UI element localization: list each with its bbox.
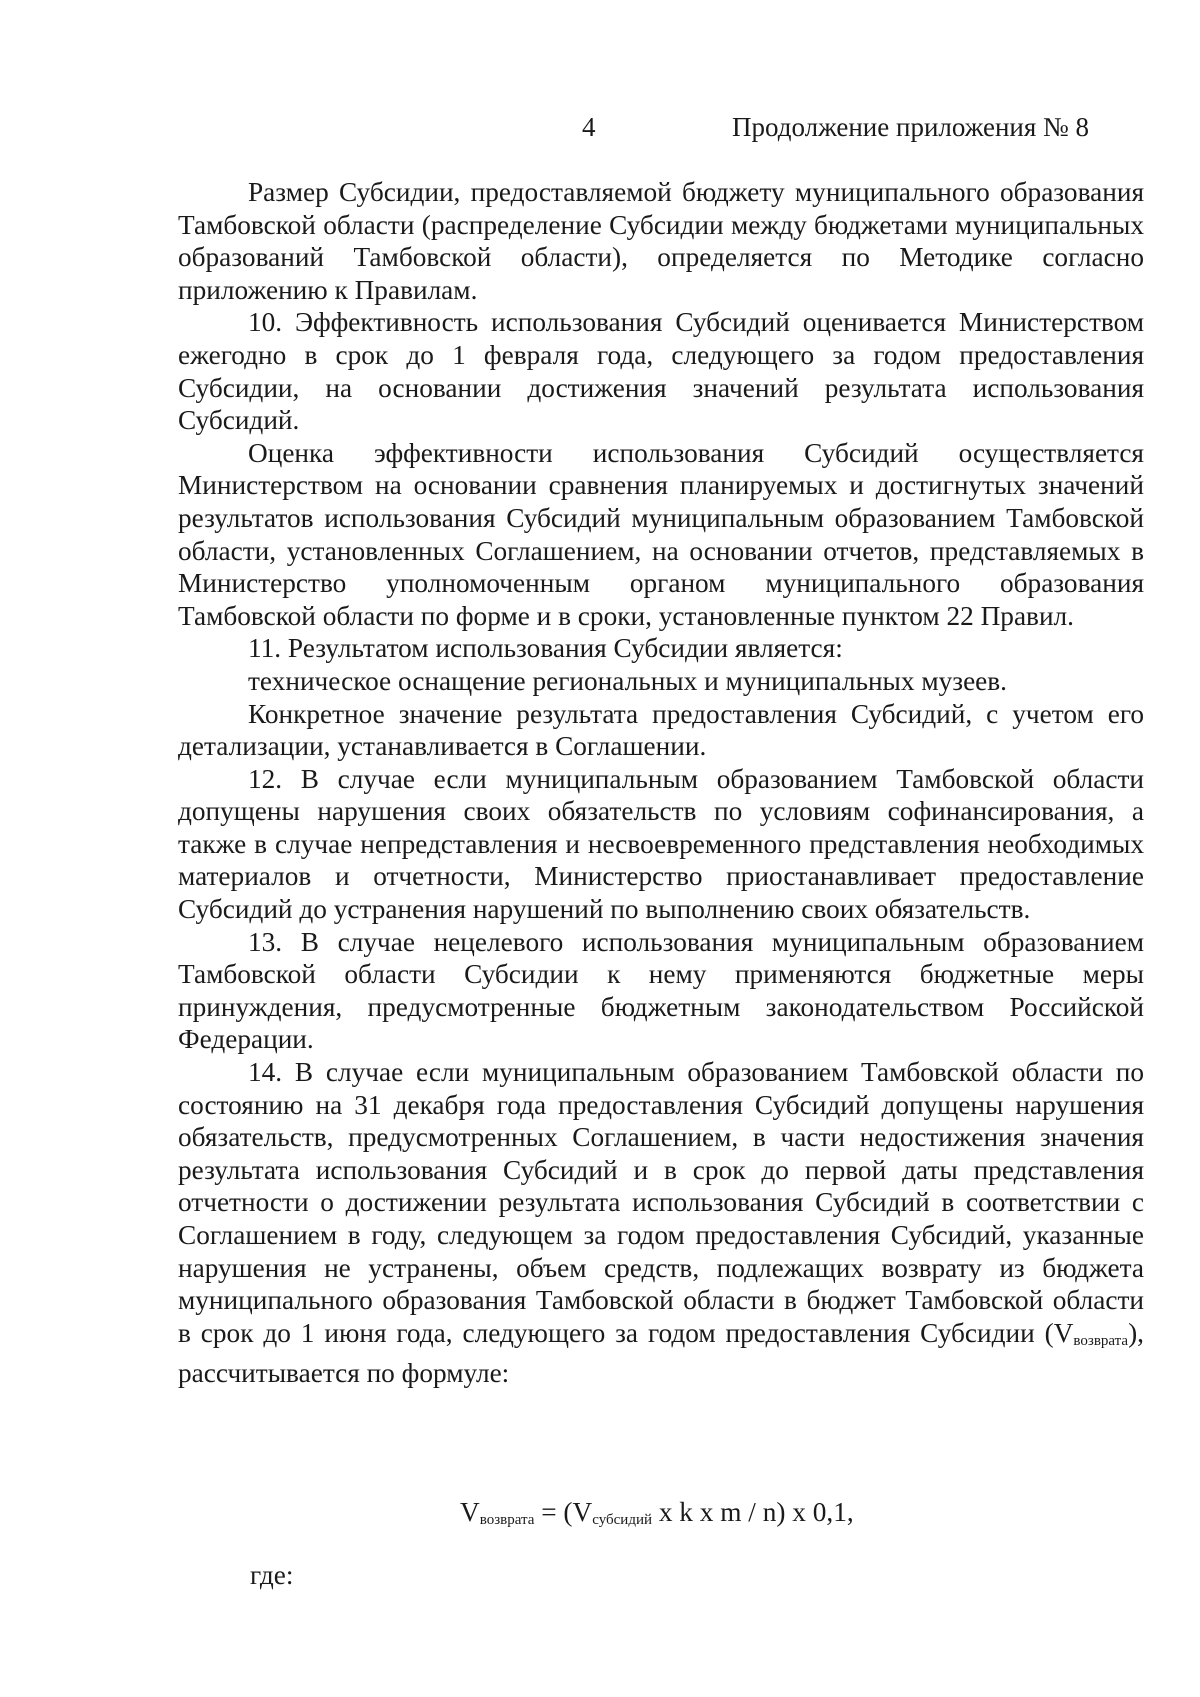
formula-rhs-subscript: субсидий — [592, 1512, 652, 1528]
document-body — [178, 176, 1144, 1390]
formula-lhs-subscript: возврата — [479, 1512, 535, 1528]
paragraph-13-misuse: 13. В случае нецелевого использования муниципальным образованием Тамбовской области Субсидии к нему применяются бюджетные меры принуждения, предусмотренные бюджетным законодательством Российской Федерации. — [178, 926, 1144, 1055]
where-label: где: — [250, 1560, 294, 1590]
paragraph-14-subscript: возврата — [1073, 1332, 1129, 1349]
paragraph-10-effectiveness: 10. Эффективность использования Субсидий оценивается Министерством ежегодно в срок до 1 февраля года, следующего за годом предоставления Субсидии, на основании достижения значений результата использования Субсидий. — [178, 307, 1144, 436]
paragraph-effectiveness-assessment: Оценка эффективности использования Субсидий осуществляется Министерством на основании сравнения планируемых и достигнутых значений результатов использования Субсидий муниципальным образованием Тамбовской области, установленных Соглашением, на основании отчетов, представляемых в Министерство уполномоченным органом муниципального образования Тамбовской области по форме и в сроки, установленные пунктом 22 Правил. — [178, 437, 1144, 631]
paragraph-12-violations: 12. В случае если муниципальным образованием Тамбовской области допущены нарушения своих обязательств по условиям софинансирования, а также в случае непредставления и несвоевременного представления необходимых материалов и отчетности, Министерство приостанавливает предоставление Субсидий до устранения нарушений по выполнению своих обязательств. — [178, 763, 1144, 925]
formula-lhs-symbol: V — [460, 1497, 480, 1527]
paragraph-subsidy-size: Размер Субсидии, предоставляемой бюджету муниципального образования Тамбовской области (распределение Субсидии между бюджетами муниципальных образований Тамбовской области), определяется по Методике согласно приложению к Правилам. — [178, 177, 1144, 305]
paragraph-14-tail: ), рассчитывается по формуле: — [178, 1317, 1144, 1389]
paragraph-result-value: Конкретное значение результата предоставления Субсидий, с учетом его детализации, устанавливается в Соглашении. — [178, 698, 1144, 762]
refund-formula — [460, 1497, 854, 1529]
page-number: 4 — [582, 112, 596, 142]
paragraph-11-result: 11. Результатом использования Субсидии является: — [248, 633, 843, 664]
appendix-label: Продолжение приложения № 8 — [732, 112, 1090, 142]
formula-equals-open: = (V — [534, 1497, 593, 1527]
paragraph-14-text: 14. В случае если муниципальным образованием Тамбовской области по состоянию на 31 декабря года предоставления Субсидий допущены нарушения обязательств, предусмотренных Соглашением, в части недостижения значения результата использования Субсидий и в срок до первой даты представления отчетности о достижении результата использования Субсидий в соответствии с Соглашением в году, следующем за годом предоставления Субсидий, указанные нарушения не устранены, объем средств, подлежащих возврату из бюджета муниципального образования Тамбовской области в бюджет Тамбовской области в срок до 1 июня года, следующего за годом предоставления Субсидии (V — [178, 1057, 1144, 1348]
paragraph-result-item: техническое оснащение региональных и муниципальных музеев. — [248, 665, 1008, 696]
paragraph-14-refund — [178, 1056, 1144, 1390]
formula-rhs-rest: x k x m / n) x 0,1, — [652, 1497, 854, 1527]
page-header — [0, 112, 1200, 152]
